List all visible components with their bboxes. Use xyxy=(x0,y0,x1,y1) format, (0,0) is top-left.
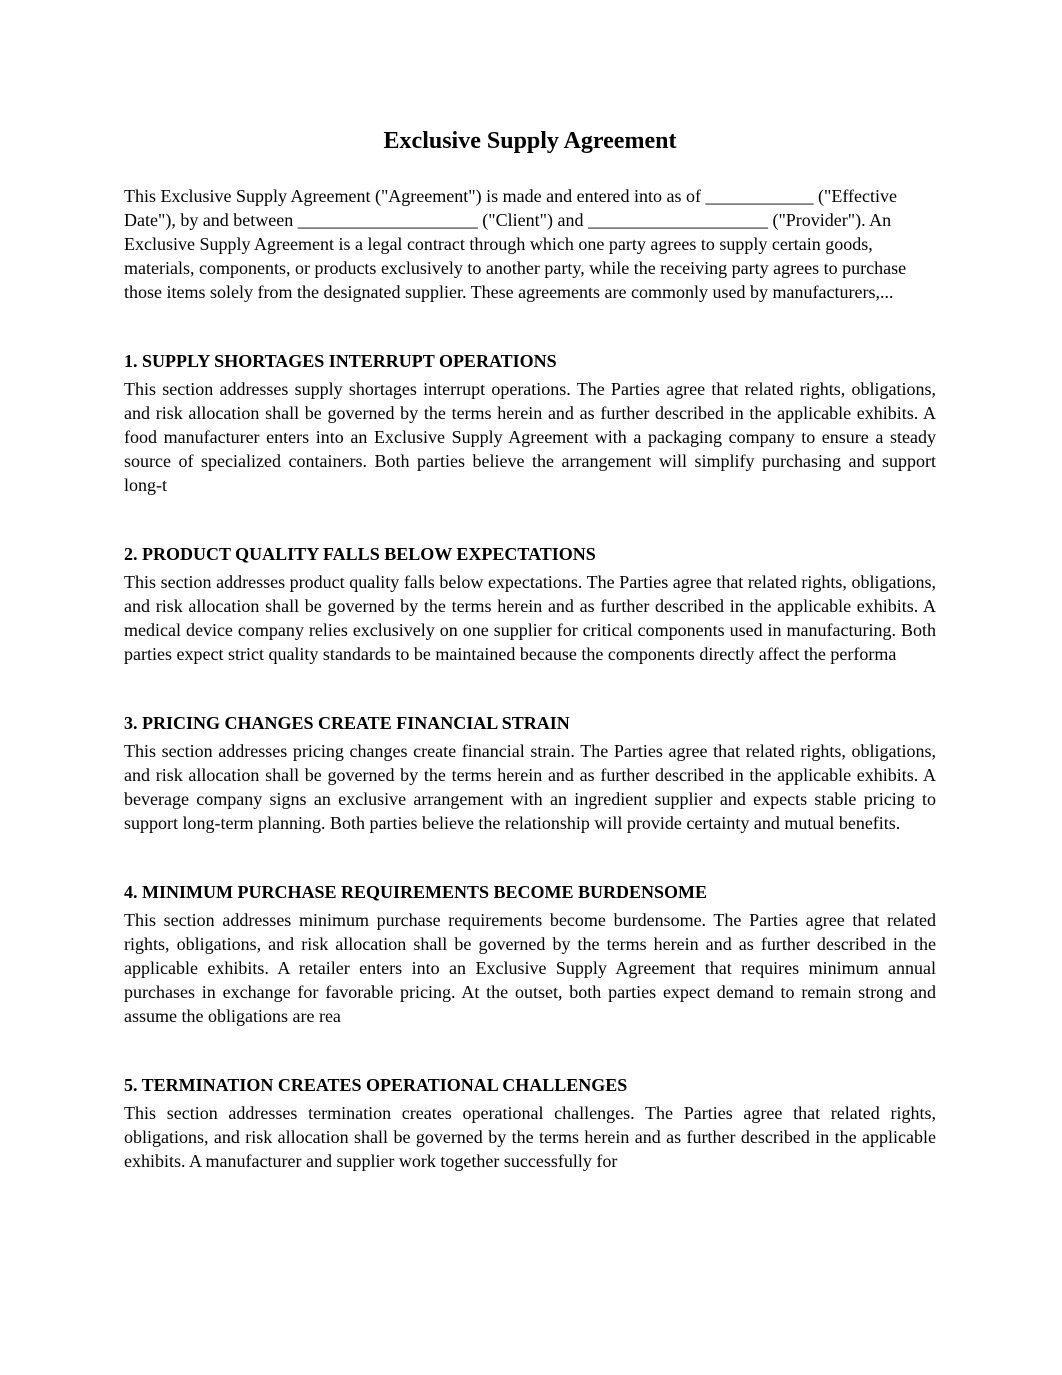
intro-paragraph: This Exclusive Supply Agreement ("Agreement") is made and entered into as of ____________ ("Effective Date"), by and between ____________________ ("Client") and ____________________ ("Provider"). An Exclusive Supply Agreement is a legal contract through which one party agrees to supply certain goods, materials, components, or products exclusively to another party, while the receiving party agrees to purchase those items solely from the designated supplier. These agreements are commonly used by manufacturers,... xyxy=(124,186,907,302)
section-body: This section addresses pricing changes create financial strain. The Parties agree that related rights, obligations, and risk allocation shall be governed by the terms herein and as further described in the applicable exhibits. A beverage company signs an exclusive arrangement with an ingredient supplier and expects stable pricing to support long-term planning. Both parties believe the relationship will provide certainty and mutual benefits. xyxy=(124,741,936,833)
section-heading: 4. MINIMUM PURCHASE REQUIREMENTS BECOME BURDENSOME xyxy=(124,882,708,902)
document-page xyxy=(124,124,936,1173)
section-3 xyxy=(124,711,936,835)
section-heading: 3. PRICING CHANGES CREATE FINANCIAL STRAIN xyxy=(124,713,570,733)
document-title: Exclusive Supply Agreement xyxy=(383,128,677,154)
section-body: This section addresses termination creates operational challenges. The Parties agree that related rights, obligations, and risk allocation shall be governed by the terms herein and as further described in the applicable exhibits. A manufacturer and supplier work together successfully for xyxy=(124,1103,936,1171)
section-body: This section addresses minimum purchase requirements become burdensome. The Parties agree that related rights, obligations, and risk allocation shall be governed by the terms herein and as further described in the applicable exhibits. A retailer enters into an Exclusive Supply Agreement that requires minimum annual purchases in exchange for favorable pricing. At the outset, both parties expect demand to remain strong and assume the obligations are rea xyxy=(124,910,936,1026)
section-1 xyxy=(124,349,936,497)
section-body: This section addresses product quality falls below expectations. The Parties agree that related rights, obligations, and risk allocation shall be governed by the terms herein and as further described in the applicable exhibits. A medical device company relies exclusively on one supplier for critical components used in manufacturing. Both parties expect strict quality standards to be maintained because the components directly affect the performa xyxy=(124,572,936,664)
section-body: This section addresses supply shortages interrupt operations. The Parties agree that related rights, obligations, and risk allocation shall be governed by the terms herein and as further described in the applicable exhibits. A food manufacturer enters into an Exclusive Supply Agreement with a packaging company to ensure a steady source of specialized containers. Both parties believe the arrangement will simplify purchasing and support long-t xyxy=(124,379,936,495)
section-heading: 2. PRODUCT QUALITY FALLS BELOW EXPECTATIONS xyxy=(124,544,596,564)
section-heading: 5. TERMINATION CREATES OPERATIONAL CHALLENGES xyxy=(124,1075,628,1095)
section-2 xyxy=(124,542,936,666)
section-heading: 1. SUPPLY SHORTAGES INTERRUPT OPERATIONS xyxy=(124,351,557,371)
section-4 xyxy=(124,880,936,1028)
section-5 xyxy=(124,1073,936,1173)
